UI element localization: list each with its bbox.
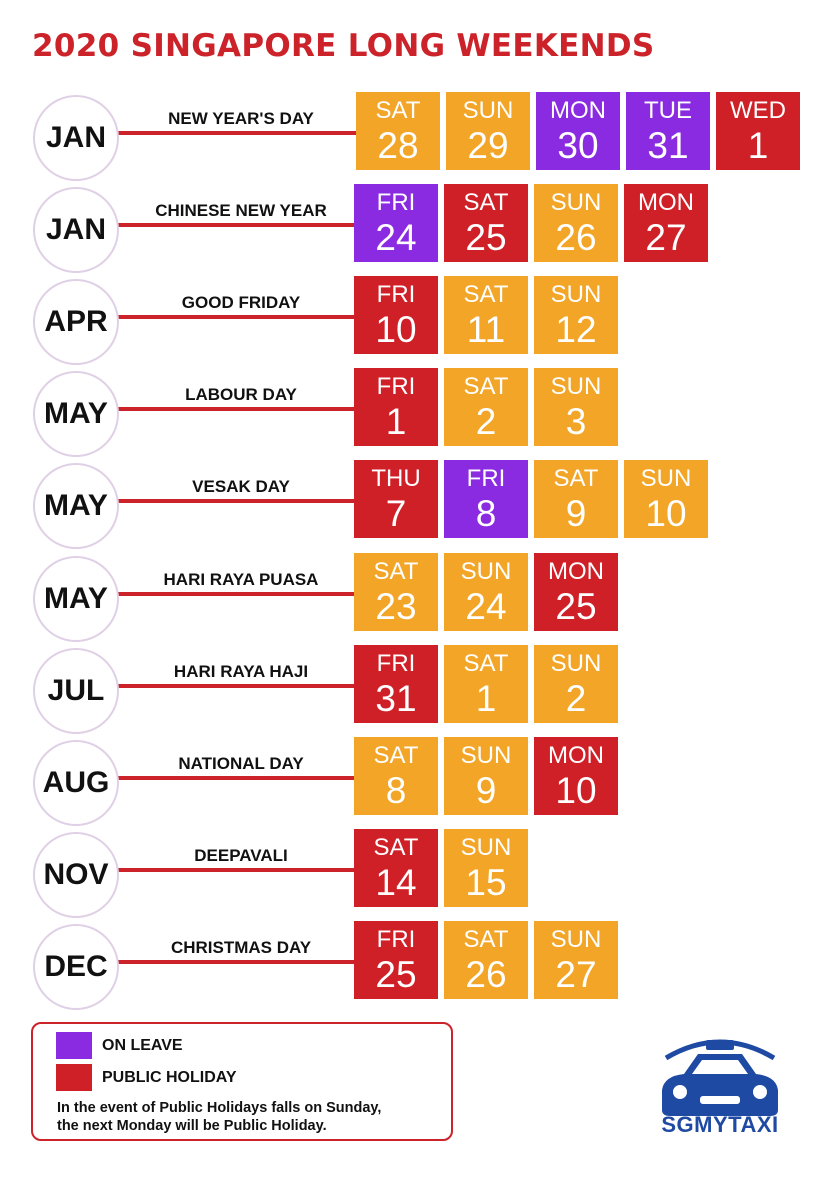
holiday-name: GOOD FRIDAY <box>181 293 301 313</box>
day-date: 3 <box>565 401 587 443</box>
day-of-week: WED <box>730 97 786 124</box>
month-circle: MAY <box>33 556 119 642</box>
connector-line <box>114 499 356 503</box>
day-date: 26 <box>465 953 507 995</box>
day-date: 15 <box>465 861 507 903</box>
weekend-row <box>0 553 824 645</box>
holiday-name: CHINESE NEW YEAR <box>155 201 327 221</box>
month-circle: APR <box>33 279 119 365</box>
connector-line <box>114 592 356 596</box>
day-date: 23 <box>375 585 417 627</box>
connector-line <box>114 223 356 227</box>
day-box-weekend <box>534 184 618 262</box>
month-circle: NOV <box>33 832 119 918</box>
day-boxes <box>354 184 708 262</box>
public-holiday-swatch <box>56 1064 92 1091</box>
day-of-week: THU <box>371 465 421 493</box>
connector-line <box>114 776 356 780</box>
connector-line <box>114 131 356 135</box>
weekend-row <box>0 92 824 184</box>
connector-line <box>114 407 356 411</box>
day-of-week: SAT <box>463 373 509 401</box>
day-date: 27 <box>645 217 687 259</box>
weekend-row <box>0 276 824 368</box>
day-box-holiday <box>354 368 438 446</box>
holiday-name: HARI RAYA HAJI <box>173 661 309 681</box>
day-box-weekend <box>446 92 530 170</box>
day-date: 9 <box>565 493 587 535</box>
day-of-week: SUN <box>550 925 602 953</box>
day-boxes <box>354 921 618 999</box>
day-of-week: SAT <box>463 649 509 677</box>
day-of-week: SUN <box>460 833 512 861</box>
day-of-week: SUN <box>550 189 602 217</box>
day-date: 26 <box>555 217 597 259</box>
day-date: 1 <box>475 677 497 719</box>
legend-note-line-2: the next Monday will be Public Holiday. <box>57 1118 327 1134</box>
connector-line <box>114 868 356 872</box>
day-date: 31 <box>647 125 689 166</box>
day-of-week: SAT <box>463 189 509 217</box>
day-box-holiday <box>534 553 618 631</box>
day-box-holiday <box>354 921 438 999</box>
day-of-week: FRI <box>376 189 416 217</box>
day-boxes <box>356 92 800 170</box>
day-of-week: SAT <box>375 97 421 124</box>
day-of-week: SUN <box>550 649 602 677</box>
day-of-week: SAT <box>463 281 509 309</box>
day-of-week: MON <box>638 189 694 217</box>
day-date: 1 <box>747 125 769 166</box>
day-of-week: FRI <box>466 465 506 493</box>
month-circle: MAY <box>33 463 119 549</box>
day-date: 24 <box>465 585 507 627</box>
month-circle: JUL <box>33 648 119 734</box>
day-box-weekend <box>624 460 708 538</box>
day-date: 9 <box>475 769 497 811</box>
day-box-weekend <box>356 92 440 170</box>
day-of-week: MON <box>548 557 604 585</box>
day-date: 25 <box>465 217 507 259</box>
day-box-weekend <box>444 645 528 723</box>
day-box-weekend <box>354 737 438 815</box>
day-date: 10 <box>645 493 687 535</box>
day-date: 14 <box>375 861 417 903</box>
day-box-weekend <box>444 368 528 446</box>
day-of-week: MON <box>550 97 606 124</box>
day-boxes <box>354 829 528 907</box>
weekend-row <box>0 184 824 276</box>
day-of-week: SUN <box>460 741 512 769</box>
page-title: 2020 SINGAPORE LONG WEEKENDS <box>32 28 655 64</box>
day-of-week: SAT <box>553 465 599 493</box>
holiday-name: HARI RAYA PUASA <box>163 569 319 589</box>
day-boxes <box>354 737 618 815</box>
day-box-weekend <box>534 645 618 723</box>
connector-line <box>114 315 356 319</box>
on-leave-swatch <box>56 1032 92 1059</box>
day-box-weekend <box>444 276 528 354</box>
day-box-weekend <box>534 276 618 354</box>
day-of-week: FRI <box>376 649 416 677</box>
day-of-week: SUN <box>462 97 514 124</box>
day-box-weekend <box>534 460 618 538</box>
day-box-leave <box>626 92 710 170</box>
holiday-name: LABOUR DAY <box>185 385 297 405</box>
connector-line <box>114 960 356 964</box>
day-box-weekend <box>534 921 618 999</box>
day-box-holiday <box>354 460 438 538</box>
weekend-row <box>0 645 824 737</box>
day-boxes <box>354 368 618 446</box>
day-box-holiday <box>716 92 800 170</box>
day-box-holiday <box>354 645 438 723</box>
day-box-holiday <box>444 184 528 262</box>
day-date: 25 <box>555 585 597 627</box>
day-box-leave <box>536 92 620 170</box>
weekend-row <box>0 460 824 552</box>
day-boxes <box>354 553 618 631</box>
day-date: 10 <box>555 769 597 811</box>
holiday-name: NEW YEAR'S DAY <box>168 109 314 128</box>
logo-text: SGMYTAXI <box>661 1112 779 1137</box>
day-date: 8 <box>385 769 407 811</box>
day-date: 2 <box>565 677 587 719</box>
legend-box <box>31 1022 453 1141</box>
day-of-week: FRI <box>376 281 416 309</box>
day-date: 1 <box>385 401 407 443</box>
day-box-leave <box>444 460 528 538</box>
day-boxes <box>354 276 618 354</box>
day-date: 25 <box>375 953 417 995</box>
day-date: 11 <box>466 309 506 351</box>
day-box-weekend <box>534 368 618 446</box>
day-box-weekend <box>354 553 438 631</box>
day-date: 7 <box>385 493 407 535</box>
day-of-week: SUN <box>460 557 512 585</box>
day-of-week: FRI <box>376 925 416 953</box>
day-box-weekend <box>444 829 528 907</box>
holiday-name: VESAK DAY <box>192 477 290 497</box>
weekend-row <box>0 737 824 829</box>
day-of-week: SUN <box>640 465 692 493</box>
day-box-weekend <box>444 737 528 815</box>
day-date: 30 <box>557 125 599 166</box>
day-of-week: SAT <box>373 741 419 769</box>
day-of-week: SUN <box>550 373 602 401</box>
month-circle: JAN <box>33 187 119 273</box>
connector-line <box>114 684 356 688</box>
day-of-week: TUE <box>644 97 692 124</box>
day-date: 29 <box>467 125 509 166</box>
day-date: 27 <box>555 953 597 995</box>
day-box-leave <box>354 184 438 262</box>
day-of-week: SUN <box>550 281 602 309</box>
day-date: 12 <box>555 309 597 351</box>
legend-note <box>57 1099 447 1135</box>
legend-label-public-holiday: PUBLIC HOLIDAY <box>102 1068 237 1086</box>
day-date: 28 <box>377 125 419 166</box>
day-boxes <box>354 645 618 723</box>
month-circle: JAN <box>33 95 119 181</box>
weekend-row <box>0 829 824 921</box>
month-circle: DEC <box>33 924 119 1010</box>
legend-note-line-1: In the event of Public Holidays falls on Sunday, <box>57 1100 382 1116</box>
weekend-row <box>0 368 824 460</box>
day-of-week: SAT <box>373 557 419 585</box>
day-date: 24 <box>375 217 417 259</box>
day-of-week: FRI <box>376 373 416 401</box>
legend-label-on-leave: ON LEAVE <box>102 1036 183 1054</box>
weekend-row <box>0 921 824 1013</box>
holiday-name: DEEPAVALI <box>194 845 288 865</box>
day-box-holiday <box>624 184 708 262</box>
month-circle: MAY <box>33 371 119 457</box>
day-box-holiday <box>354 276 438 354</box>
holiday-name: NATIONAL DAY <box>178 753 304 773</box>
day-date: 8 <box>475 493 497 535</box>
legend-item-public-holiday <box>56 1064 237 1091</box>
day-of-week: MON <box>548 741 604 769</box>
day-boxes <box>354 460 708 538</box>
month-circle: AUG <box>33 740 119 826</box>
day-box-weekend <box>444 921 528 999</box>
day-box-weekend <box>444 553 528 631</box>
day-date: 2 <box>475 401 497 443</box>
day-of-week: SAT <box>463 925 509 953</box>
day-date: 10 <box>375 309 417 351</box>
day-of-week: SAT <box>373 833 419 861</box>
legend-item-on-leave <box>56 1032 183 1059</box>
day-box-holiday <box>354 829 438 907</box>
day-date: 31 <box>375 677 417 719</box>
holiday-name: CHRISTMAS DAY <box>170 937 312 957</box>
day-box-holiday <box>534 737 618 815</box>
